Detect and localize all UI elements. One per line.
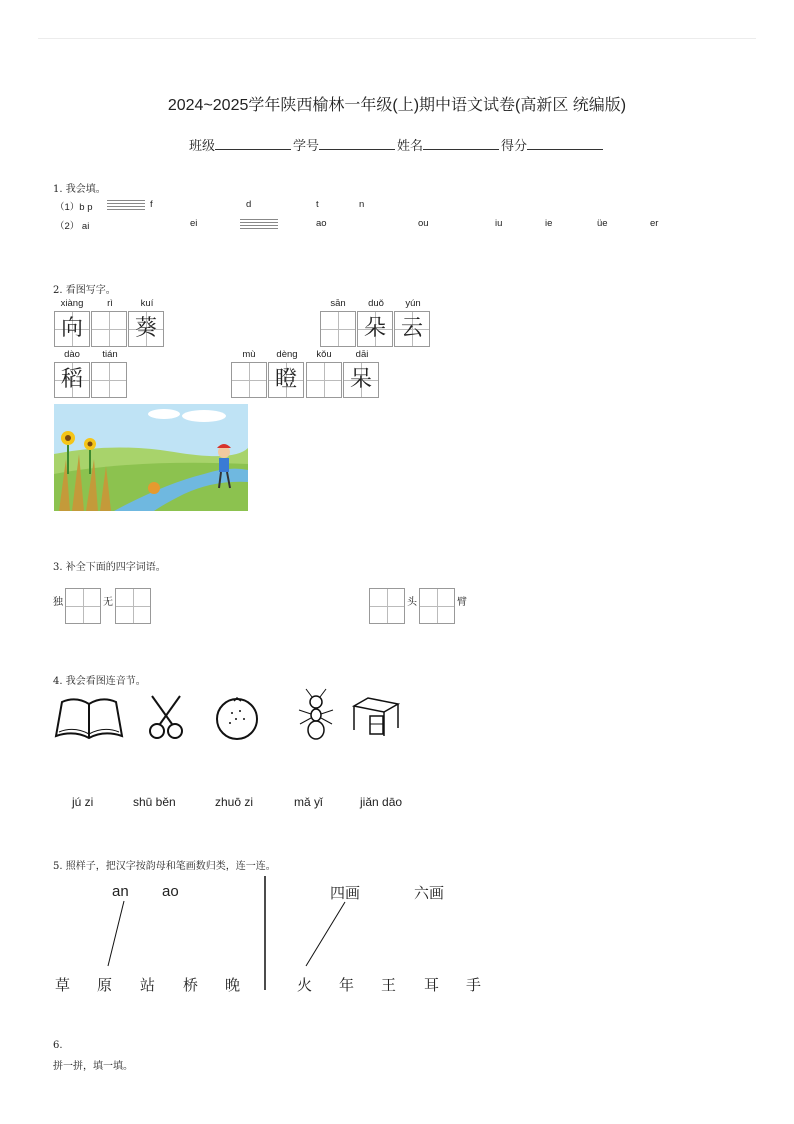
- q5-char: 王: [381, 976, 397, 994]
- pinyin-label: tián: [102, 349, 118, 360]
- q1-row2-item: iu: [495, 218, 503, 229]
- char-text: [92, 312, 126, 346]
- score-field[interactable]: [527, 136, 603, 150]
- q1-row2-prefix: （2） ai: [55, 221, 90, 232]
- q1-row2-item: er: [650, 218, 659, 229]
- q3-title: 3. 补全下面的四字词语。: [53, 562, 166, 573]
- idiom-blank[interactable]: [115, 588, 151, 624]
- char-text: [307, 363, 341, 397]
- q1-row1-item: d: [246, 199, 252, 210]
- q1-row1-item: n: [359, 199, 365, 210]
- syllable-label: mǎ yǐ: [294, 795, 323, 809]
- class-label: 班级: [188, 139, 215, 154]
- q5-char: 桥: [183, 976, 199, 994]
- q1-row2-item: üe: [597, 218, 608, 229]
- q1-row2-item: ie: [545, 218, 553, 229]
- syllable-label: zhuō zi: [215, 795, 254, 809]
- id-label: 学号: [292, 139, 319, 154]
- q1-blank-1[interactable]: [107, 198, 145, 211]
- pinyin-label: rì: [107, 298, 113, 309]
- q5-char: 站: [140, 976, 156, 994]
- pinyin-label: kǒu: [316, 349, 332, 360]
- pinyin-label: dèng: [276, 349, 298, 360]
- scissors-icon: [146, 694, 186, 740]
- pinyin-label: xiàng: [60, 298, 84, 309]
- char-box[interactable]: [394, 311, 430, 347]
- syllable-label: jiǎn dāo: [360, 795, 403, 809]
- pinyin-label: mù: [242, 349, 256, 360]
- field-illustration: [54, 404, 248, 511]
- char-box[interactable]: [357, 311, 393, 347]
- pinyin-label: dào: [64, 349, 80, 360]
- idiom-blank[interactable]: [369, 588, 405, 624]
- char-text: [232, 363, 266, 397]
- idiom-char: 臂: [457, 597, 467, 608]
- idiom-blank[interactable]: [419, 588, 455, 624]
- char-text: [92, 363, 126, 397]
- pinyin-label: dāi: [355, 349, 369, 360]
- char-text: 云: [400, 316, 423, 341]
- top-divider: [38, 38, 756, 39]
- stroke-head: 六画: [414, 884, 445, 902]
- q6-title: 拼一拼，填一填。: [53, 1061, 133, 1072]
- char-box[interactable]: [306, 362, 342, 398]
- pinyin-label: duǒ: [368, 298, 384, 309]
- char-text: 向: [60, 316, 83, 341]
- id-field[interactable]: [319, 136, 395, 150]
- q6-number: 6.: [53, 1040, 63, 1051]
- rhyme-head: an: [112, 883, 129, 900]
- q1-row2-item: ei: [190, 218, 198, 229]
- char-text: 瞪: [274, 367, 297, 392]
- q1-title: 1. 我会填。: [53, 184, 106, 195]
- q2-title: 2. 看图写字。: [53, 285, 116, 296]
- q1-row1-item: f: [150, 199, 153, 210]
- char-text: [321, 312, 355, 346]
- q1-blank-2[interactable]: [240, 217, 278, 230]
- char-box[interactable]: [91, 311, 127, 347]
- q1-row1-item: t: [316, 199, 319, 210]
- page-title: 2024~2025学年陕西榆林一年级(上)期中语文试卷(高新区 统编版): [167, 97, 627, 114]
- name-field[interactable]: [423, 136, 499, 150]
- pinyin-label: kuí: [140, 298, 154, 309]
- char-box[interactable]: [54, 362, 90, 398]
- q5-char: 原: [97, 976, 113, 994]
- syllable-label: shū běn: [133, 795, 176, 809]
- q4-title: 4. 我会看图连音节。: [53, 676, 146, 687]
- book-icon: [54, 696, 124, 740]
- idiom-char: 独: [53, 597, 63, 608]
- char-box[interactable]: [231, 362, 267, 398]
- char-box[interactable]: [320, 311, 356, 347]
- ant-icon: [294, 688, 338, 742]
- idiom-char: 头: [407, 597, 417, 608]
- idiom-blank[interactable]: [65, 588, 101, 624]
- stroke-head: 四画: [330, 884, 361, 902]
- rhyme-head: ao: [162, 883, 179, 900]
- char-text: 葵: [134, 316, 157, 341]
- char-box[interactable]: [268, 362, 304, 398]
- syllable-label: jú zi: [72, 795, 94, 809]
- char-box[interactable]: [128, 311, 164, 347]
- desk-icon: [352, 696, 400, 738]
- q5-char: 年: [339, 976, 355, 994]
- name-label: 姓名: [397, 139, 424, 154]
- char-box[interactable]: [343, 362, 379, 398]
- char-box[interactable]: [91, 362, 127, 398]
- score-label: 得分: [501, 139, 528, 154]
- q5-char: 晚: [225, 976, 241, 994]
- q5-char: 手: [466, 976, 482, 994]
- char-box[interactable]: [54, 311, 90, 347]
- char-text: 稻: [60, 367, 83, 392]
- student-info: [0, 135, 794, 154]
- char-text: 呆: [349, 367, 372, 392]
- q5-title: 5. 照样子，把汉字按韵母和笔画数归类，连一连。: [53, 861, 276, 872]
- q5-char: 火: [297, 976, 313, 994]
- q1-row1-prefix: （1）b p: [55, 202, 93, 213]
- q5-char: 草: [55, 976, 71, 994]
- q1-row2-item: ao: [316, 218, 327, 229]
- orange-icon: [214, 695, 260, 741]
- pinyin-label: sān: [330, 298, 346, 309]
- class-field[interactable]: [215, 136, 291, 150]
- pinyin-label: yún: [405, 298, 421, 309]
- char-text: 朵: [363, 316, 386, 341]
- q1-row2-item: ou: [418, 218, 429, 229]
- idiom-char: 无: [103, 597, 113, 608]
- q5-char: 耳: [424, 976, 440, 994]
